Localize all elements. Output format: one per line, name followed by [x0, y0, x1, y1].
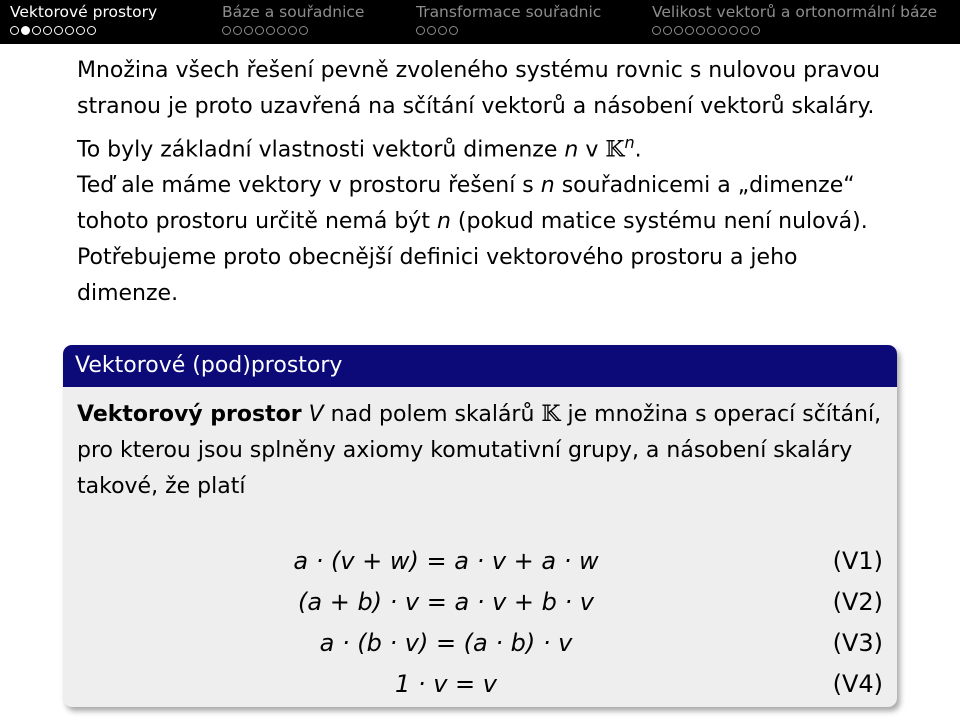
block-body: [63, 387, 897, 705]
equation: a · (b · v) = (a · b) · v: [319, 629, 573, 657]
nav-dot[interactable]: [299, 26, 308, 35]
nav-dots: [10, 24, 157, 36]
nav-dot[interactable]: [427, 26, 436, 35]
equation-tag: (V1): [832, 547, 883, 575]
nav-section-title[interactable]: Transformace souřadnic: [416, 3, 602, 21]
nav-dot[interactable]: [740, 26, 749, 35]
intro-paragraph-3: Potřebujeme proto obecnější definici vektorového prostoru a jeho dimenze.: [77, 245, 798, 307]
nav-dot[interactable]: [707, 26, 716, 35]
navigation-bar: [0, 0, 960, 44]
nav-dot[interactable]: [718, 26, 727, 35]
math-n: n: [436, 209, 451, 235]
nav-dot[interactable]: [674, 26, 683, 35]
nav-dot[interactable]: [255, 26, 264, 35]
nav-dots: [652, 24, 937, 36]
nav-section-title[interactable]: Velikost vektorů a ortonormální báze: [652, 3, 938, 21]
intro-text: [77, 53, 897, 312]
math-n: n: [540, 173, 555, 199]
nav-dot[interactable]: [222, 26, 231, 35]
equation-row: [77, 582, 883, 623]
text-span: souřadnicemi a „dimenze“ tohoto prostoru určitě nemá být: [77, 173, 855, 235]
equation-tag: (V3): [832, 629, 883, 657]
nav-dot[interactable]: [729, 26, 738, 35]
nav-dot[interactable]: [685, 26, 694, 35]
nav-section-title[interactable]: Vektorové prostory: [10, 3, 158, 21]
nav-dot[interactable]: [32, 26, 41, 35]
block-title: Vektorové (pod)prostory: [63, 345, 897, 387]
nav-dot[interactable]: [266, 26, 275, 35]
text-span: Teď ale máme vektory v prostoru řešení s: [77, 173, 541, 199]
nav-dot[interactable]: [76, 26, 85, 35]
nav-dot[interactable]: [10, 26, 19, 35]
nav-dot[interactable]: [43, 26, 52, 35]
axiom-list: [77, 541, 883, 705]
nav-dots: [222, 24, 364, 36]
math-exponent: n: [624, 133, 635, 152]
definition-text: [77, 397, 883, 505]
equation-row: [77, 664, 883, 705]
nav-dot[interactable]: [663, 26, 672, 35]
text-span: je množina s operací sčítání, pro kterou jsou splněny axiomy komutativní grupy, a násobení skaláry takové, že platí: [77, 402, 882, 499]
nav-dot[interactable]: [751, 26, 760, 35]
equation-tag: (V4): [832, 670, 883, 698]
text-span: .: [634, 137, 642, 163]
equation-row: [77, 541, 883, 582]
nav-section-baze-a-souradnice[interactable]: [222, 2, 364, 42]
nav-section-velikost-vektoru[interactable]: [652, 2, 937, 42]
equation: a · (v + w) = a · v + a · w: [293, 547, 599, 575]
nav-dot[interactable]: [233, 26, 242, 35]
field-symbol: 𝕂: [541, 402, 561, 427]
definition-block: [63, 345, 897, 707]
nav-section-title[interactable]: Báze a souřadnice: [222, 3, 365, 21]
nav-dot[interactable]: [54, 26, 63, 35]
equation: (a + b) · v = a · v + b · v: [298, 588, 594, 616]
math-V: V: [308, 402, 324, 427]
intro-paragraph-1: [77, 53, 897, 168]
text-span: v: [578, 137, 606, 163]
equation-row: [77, 623, 883, 664]
nav-dot[interactable]: [65, 26, 74, 35]
nav-section-vektorove-prostory[interactable]: [10, 2, 157, 42]
nav-dot[interactable]: [696, 26, 705, 35]
field-symbol: 𝕂: [605, 137, 625, 163]
defined-term: Vektorový prostor: [77, 402, 302, 427]
nav-dot[interactable]: [277, 26, 286, 35]
math-n: n: [564, 137, 579, 163]
equation: 1 · v = v: [395, 670, 497, 698]
equation-tag: (V2): [832, 588, 883, 616]
nav-dot[interactable]: [87, 26, 96, 35]
nav-dot[interactable]: [288, 26, 297, 35]
nav-section-transformace-souradnic[interactable]: [416, 2, 601, 42]
nav-dot[interactable]: [652, 26, 661, 35]
nav-dot[interactable]: [416, 26, 425, 35]
nav-dot[interactable]: [244, 26, 253, 35]
text-span: Množina všech řešení pevně zvoleného systému rovnic s nulovou pravou stranou je proto uzavřená na sčítání vektorů a násobení vektorů skaláry. To byly základní vlastnosti vektorů dimenze: [77, 58, 881, 163]
text-span: (pokud matice systému není nulová).: [450, 209, 868, 235]
text-span: nad polem skalárů: [323, 402, 542, 427]
nav-dot[interactable]: [449, 26, 458, 35]
intro-paragraph-2: [77, 168, 897, 240]
nav-dot[interactable]: [438, 26, 447, 35]
nav-dots: [416, 24, 601, 36]
nav-dot[interactable]: [21, 26, 30, 35]
